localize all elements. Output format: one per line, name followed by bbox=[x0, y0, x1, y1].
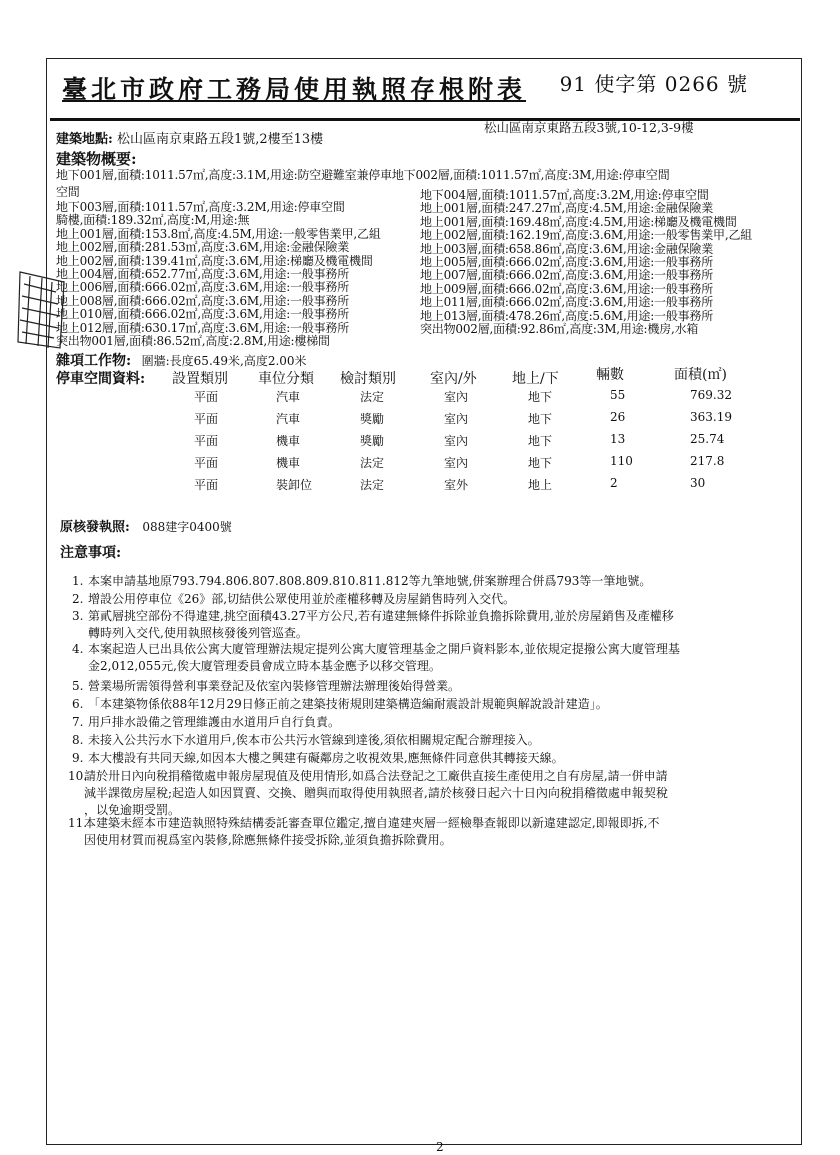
parking-cell: 室外 bbox=[444, 478, 469, 492]
note-text: 營業場所需領得營利事業登記及依室內裝修管理辦法辦理後始得營業。 bbox=[88, 679, 461, 693]
notes-title: 注意事項: bbox=[60, 545, 122, 561]
parking-cell: 平面 bbox=[194, 478, 219, 492]
parking-cell: 平面 bbox=[194, 456, 219, 470]
overview-floor-left: 突出物001層,面積:86.52㎡,高度:2.8M,用途:樓梯間 bbox=[56, 334, 330, 348]
parking-cell: 地下 bbox=[528, 390, 553, 404]
parking-cell: 地下 bbox=[528, 412, 553, 426]
parking-cell: 室內 bbox=[444, 412, 469, 426]
parking-header: 地上/下 bbox=[512, 371, 559, 387]
parking-cell: 25.74 bbox=[690, 432, 725, 446]
overview-floor-left: 地下003層,面積:1011.57㎡,高度:3.2M,用途:停車空間 bbox=[56, 200, 345, 214]
note-number: 5. bbox=[72, 679, 84, 693]
note-number: 10. bbox=[68, 769, 88, 783]
parking-cell: 地下 bbox=[528, 434, 553, 448]
note-text: 「本建築物係依88年12月29日修正前之建築技術規則建築構造編耐震設計規範與解說設計建造」。 bbox=[88, 697, 608, 711]
overview-floor-left: 地上001層,面積:153.8㎡,高度:4.5M,用途:一般零售業甲,乙組 bbox=[56, 226, 381, 241]
parking-header: 面積(㎡) bbox=[674, 367, 727, 383]
note-item bbox=[72, 714, 792, 731]
note-text: 用戶排水設備之管理維護由水道用戶自行負責。 bbox=[88, 715, 341, 729]
note-continuation: 減半課徵房屋稅;起造人如因買賣、交換、贈與而取得使用執照者,請於核發日起六十日內向稅捐稽徵處申報契稅 bbox=[84, 786, 668, 800]
note-item bbox=[72, 641, 792, 675]
parking-header: 室內/外 bbox=[430, 371, 477, 387]
permit-number: 91 使字第 0266 號 bbox=[559, 72, 748, 96]
overview-floor-right: 地上002層,面積:162.19㎡,高度:3.6M,用途:一般零售業甲,乙組 bbox=[420, 228, 753, 243]
parking-cell: 55 bbox=[610, 388, 626, 402]
note-item bbox=[72, 750, 792, 767]
parking-cell: 地上 bbox=[528, 478, 553, 492]
note-continuation: 金2,012,055元,俟大廈管理委員會成立時本基金應予以移交管理。 bbox=[88, 659, 441, 673]
parking-cell: 地下 bbox=[528, 456, 553, 470]
note-number: 8. bbox=[72, 733, 84, 747]
parking-cell: 室內 bbox=[444, 456, 469, 470]
note-continuation: 轉時列入交代,使用執照核發後列管巡查。 bbox=[88, 626, 308, 640]
parking-cell: 室內 bbox=[444, 434, 469, 448]
parking-header: 檢討類別 bbox=[340, 371, 396, 387]
parking-cell: 機車 bbox=[276, 456, 301, 470]
parking-cell: 室內 bbox=[444, 390, 469, 404]
note-text: 未接入公共污水下水道用戶,俟本市公共污水管線到達後,須依相關規定配合辦理接入。 bbox=[88, 733, 540, 747]
note-number: 11. bbox=[68, 816, 88, 830]
note-item bbox=[72, 678, 792, 695]
site-value: 松山區南京東路五段1號,2樓至13樓 bbox=[116, 132, 324, 147]
misc-works bbox=[56, 350, 307, 370]
note-number: 7. bbox=[72, 715, 84, 729]
parking-cell: 26 bbox=[610, 410, 626, 424]
note-item bbox=[68, 768, 788, 819]
note-number: 6. bbox=[72, 697, 84, 711]
note-item bbox=[72, 696, 792, 713]
stamp-mark bbox=[16, 262, 68, 352]
note-item bbox=[68, 815, 788, 849]
site-address bbox=[56, 128, 323, 147]
page-title: 臺北市政府工務局使用執照存根附表 bbox=[62, 75, 527, 104]
note-continuation: 因使用材質而視爲室內裝修,除應無條件接受拆除,並須負擔拆除費用。 bbox=[84, 833, 452, 847]
note-item bbox=[72, 591, 792, 608]
note-text: 本案申請基地原793.794.806.807.808.809.810.811.812等九筆地號,併案辦理合併爲793等一筆地號。 bbox=[88, 574, 652, 588]
overview-floor-left: 地上010層,面積:666.02㎡,高度:3.6M,用途:一般事務所 bbox=[56, 307, 350, 322]
parking-cell: 769.32 bbox=[690, 388, 732, 402]
parking-cell: 裝卸位 bbox=[276, 478, 313, 492]
parking-header: 車位分類 bbox=[258, 371, 314, 387]
parking-cell: 汽車 bbox=[276, 390, 301, 404]
parking-cell: 平面 bbox=[194, 412, 219, 426]
header bbox=[50, 62, 800, 121]
overview-floor-right: 地下004層,面積:1011.57㎡,高度:3.2M,用途:停車空間 bbox=[420, 188, 709, 202]
parking-cell: 30 bbox=[690, 476, 706, 490]
misc-works-value: 圍牆:長度65.49米,高度2.00米 bbox=[141, 354, 307, 368]
overview-floor-left: 地上004層,面積:652.77㎡,高度:3.6M,用途:一般事務所 bbox=[56, 267, 350, 281]
site-label: 建築地點: bbox=[56, 132, 113, 147]
original-permit-value: 088建字0400號 bbox=[142, 520, 232, 534]
note-text: 第貳層挑空部份不得違建,挑空面積43.27平方公尺,若有違建無條件拆除並負擔拆除費用,並於房屋銷售及產權移 bbox=[88, 609, 674, 623]
original-permit bbox=[60, 516, 232, 535]
note-continuation: ，以免逾期受罰。 bbox=[84, 803, 181, 817]
parking-cell: 汽車 bbox=[276, 412, 301, 426]
overview-floor-right: 地上003層,面積:658.86㎡,高度:3.6M,用途:金融保險業 bbox=[420, 241, 714, 256]
note-text: 請於卅日內向稅捐稽徵處申報房屋現值及使用情形,如爲合法登記之工廠供直接生產使用之自有房屋,請一併申請 bbox=[84, 769, 668, 783]
parking-cell: 獎勵 bbox=[360, 412, 385, 426]
parking-cell: 法定 bbox=[360, 456, 385, 470]
parking-cell: 機車 bbox=[276, 434, 301, 448]
note-text: 本建築未經本市建造執照特殊結構委託審查單位鑑定,擅自違建夾層一經檢舉查報即以新違建認定,即報即拆,不 bbox=[84, 816, 660, 830]
parking-cell: 法定 bbox=[360, 390, 385, 404]
note-text: 本大樓設有共同天線,如因本大樓之興建有礙鄰房之收視效果,應無條件同意供其轉接天線。 bbox=[88, 751, 564, 765]
note-text: 增設公用停車位《26》部,切結供公眾使用並於產權移轉及房屋銷售時列入交代。 bbox=[88, 592, 516, 606]
note-item bbox=[72, 732, 792, 749]
parking-cell: 217.8 bbox=[690, 454, 725, 468]
note-item bbox=[72, 573, 792, 590]
parking-cell: 法定 bbox=[360, 478, 385, 492]
parking-cell: 平面 bbox=[194, 434, 219, 448]
note-number: 4. bbox=[72, 642, 84, 656]
page-number: 2 bbox=[436, 1140, 444, 1154]
overview-floor-left: 地上002層,面積:139.41㎡,高度:3.6M,用途:梯廳及機電機間 bbox=[56, 253, 373, 268]
overview-floor-left: 地上006層,面積:666.02㎡,高度:3.6M,用途:一般事務所 bbox=[56, 280, 350, 295]
overview-floor-right: 地上009層,面積:666.02㎡,高度:3.6M,用途:一般事務所 bbox=[420, 281, 714, 296]
overview-line: 地下001層,面積:1011.57㎡,高度:3.1M,用途:防空避難室兼停車地下002層,面積:1011.57㎡,高度:3M,用途:停車空間 bbox=[56, 168, 670, 182]
parking-cell: 13 bbox=[610, 432, 626, 446]
original-permit-label: 原核發執照: bbox=[60, 520, 130, 535]
overview-floor-right: 地上005層,面積:666.02㎡,高度:3.6M,用途:一般事務所 bbox=[420, 255, 714, 269]
overview-floor-right: 地上011層,面積:666.02㎡,高度:3.6M,用途:一般事務所 bbox=[420, 295, 714, 310]
parking-cell: 平面 bbox=[194, 390, 219, 404]
note-item bbox=[72, 608, 792, 642]
overview-floor-right: 突出物002層,面積:92.86㎡,高度:3M,用途:機房,水箱 bbox=[420, 322, 699, 336]
parking-cell: 110 bbox=[610, 454, 633, 468]
overview-floor-right: 地上013層,面積:478.26㎡,高度:5.6M,用途:一般事務所 bbox=[420, 308, 714, 323]
note-text: 本案起造人已出具依公寓大廈管理辦法規定提列公寓大廈管理基金之開戶資料影本,並依規定提撥公寓大廈管理基 bbox=[88, 642, 680, 656]
parking-cell: 獎勵 bbox=[360, 434, 385, 448]
note-number: 1. bbox=[72, 574, 84, 588]
misc-works-label: 雜項工作物: bbox=[56, 353, 132, 369]
overview-floor-left: 地上002層,面積:281.53㎡,高度:3.6M,用途:金融保險業 bbox=[56, 240, 350, 255]
parking-label: 停車空間資料: bbox=[56, 371, 146, 387]
overview-label: 建築物概要: bbox=[56, 150, 137, 168]
parking-header: 輛數 bbox=[596, 367, 624, 383]
parking-header: 設置類別 bbox=[172, 371, 228, 387]
overview-floor-left: 地上008層,面積:666.02㎡,高度:3.6M,用途:一般事務所 bbox=[56, 293, 350, 308]
overview-floor-left: 騎樓,面積:189.32㎡,高度:M,用途:無 bbox=[56, 213, 250, 228]
note-number: 3. bbox=[72, 609, 84, 623]
overview-floor-right: 地上001層,面積:169.48㎡,高度:4.5M,用途:梯廳及機電機間 bbox=[420, 214, 737, 229]
note-number: 9. bbox=[72, 751, 84, 765]
overview-floor-right: 地上007層,面積:666.02㎡,高度:3.6M,用途:一般事務所 bbox=[420, 268, 714, 283]
overview-line: 空間 bbox=[56, 185, 80, 199]
overview-floor-left: 地上012層,面積:630.17㎡,高度:3.6M,用途:一般事務所 bbox=[56, 320, 350, 335]
parking-cell: 363.19 bbox=[690, 410, 732, 424]
overview-floor-right: 地上001層,面積:247.27㎡,高度:4.5M,用途:金融保險業 bbox=[420, 201, 714, 216]
parking-cell: 2 bbox=[610, 476, 618, 490]
address-right: 松山區南京東路五段3號,10-12,3-9樓 bbox=[484, 120, 694, 135]
note-number: 2. bbox=[72, 592, 84, 606]
